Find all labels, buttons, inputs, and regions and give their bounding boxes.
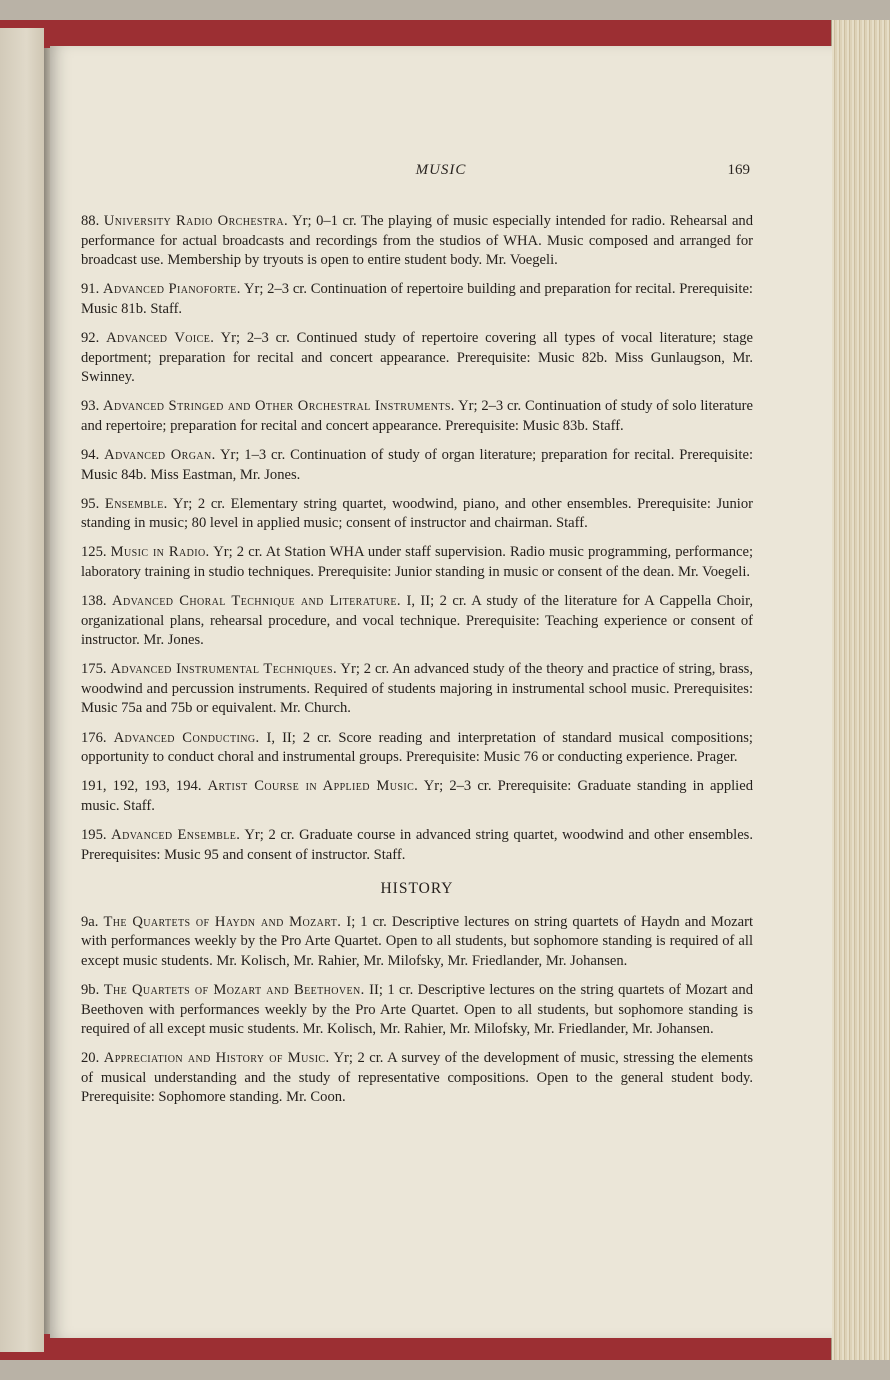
course-number: 195.: [81, 826, 107, 843]
course-entry: [81, 777, 753, 816]
cover-top-edge: [44, 20, 890, 48]
course-listing: [81, 212, 753, 1118]
course-number: 9a.: [81, 913, 99, 930]
course-entry: [81, 212, 753, 271]
course-title: The Quartets of Mozart and Beethoven.: [103, 982, 365, 998]
course-entry: [81, 592, 753, 651]
course-entry: [81, 1049, 753, 1108]
course-description: Yr; 2 cr. At Station WHA under staff supervision. Radio music programming, performance; laboratory training in studio techniques. Prerequisite: Junior standing in music or consent of the dean. Mr. Voegeli.: [81, 544, 753, 580]
course-description: Yr; 2 cr. A survey of the development of music, stressing the elements of musical understanding and the study of representative compositions. Open to the general student body. Prerequisite: Sophomore standing. Mr. Coon.: [81, 1050, 753, 1106]
course-title: Advanced Choral Technique and Literature.: [112, 593, 401, 609]
course-number: 93.: [81, 398, 100, 415]
course-number: 175.: [81, 661, 107, 678]
course-number: 88.: [81, 213, 100, 229]
course-title: Music in Radio.: [110, 544, 210, 561]
page-block-edge: [831, 20, 890, 1360]
course-description: Yr; 2–3 cr. Prerequisite: Graduate standing in applied music. Staff.: [81, 778, 753, 814]
course-entry: [81, 543, 753, 582]
facing-page-edge: [0, 20, 44, 1360]
course-description: Yr; 2 cr. An advanced study of the theory and practice of string, brass, woodwind and percussion instruments. Required of students majoring in instrumental school music. Prerequisites: Music 75a and 75b or equivalent. Mr. Church.: [81, 661, 753, 717]
course-title: Advanced Pianoforte.: [103, 281, 241, 298]
course-entry: [81, 660, 753, 719]
course-title: Advanced Conducting.: [113, 729, 260, 746]
course-description: I, II; 2 cr. A study of the literature for A Cappella Choir, organizational plans, rehearsal procedure, and vocal technique. Prerequisite: Teaching experience or consent of instructor. Mr. Jones.: [81, 593, 754, 649]
course-description: I; 1 cr. Descriptive lectures on string quartets of Haydn and Mozart with performances weekly by the Pro Arte Quartet. Open to all students, but sophomore standing is required of all except music students. Mr. Kolisch, Mr. Rahier, Mr. Milofsky, Mr. Friedlander, Mr. Johansen.: [81, 913, 753, 969]
book-page: [50, 46, 832, 1338]
course-entry: [81, 280, 753, 319]
course-number: 138.: [81, 593, 107, 609]
course-description: Yr; 2–3 cr. Continuation of study of solo literature and repertoire; preparation for recital and concert appearance. Prerequisite: Music 83b. Staff.: [81, 398, 753, 434]
page-header: [50, 162, 832, 184]
course-number: 95.: [81, 495, 100, 512]
page-number: 169: [727, 162, 750, 178]
course-entry: [81, 981, 753, 1040]
course-title: Advanced Organ.: [104, 446, 216, 463]
course-description: Yr; 2–3 cr. Continuation of repertoire building and preparation for recital. Prerequisite: Music 81b. Staff.: [81, 281, 753, 317]
course-number: 9b.: [81, 982, 100, 998]
course-entry: [81, 329, 753, 388]
course-title: Appreciation and History of Music.: [103, 1050, 330, 1067]
course-number: 94.: [81, 446, 100, 463]
course-title: Advanced Instrumental Techniques.: [110, 661, 338, 678]
course-title: Advanced Ensemble.: [111, 826, 241, 843]
course-entry: [81, 495, 753, 534]
course-title: Artist Course in Applied Music.: [207, 778, 419, 795]
course-title: Advanced Stringed and Other Orchestral Instruments.: [103, 398, 455, 415]
course-description: Yr; 1–3 cr. Continuation of study of organ literature; preparation for recital. Prerequisite: Music 84b. Miss Eastman, Mr. Jones.: [81, 446, 754, 483]
course-entry: [81, 446, 753, 485]
course-entry: [81, 913, 753, 972]
course-title: Ensemble.: [104, 495, 168, 512]
course-number: 92.: [81, 329, 100, 346]
course-description: I, II; 2 cr. Score reading and interpretation of standard musical compositions; opportunity to conduct choral and instrumental groups. Prerequisite: Music 76 or conducting experience. Prager.: [81, 729, 753, 766]
course-description: II; 1 cr. Descriptive lectures on the string quartets of Mozart and Beethoven with performances weekly by the Pro Arte Quartet. Open to all students, but sophomore standing is required of all except music students. Mr. Kolisch, Mr. Rahier, Mr. Milofsky, Mr. Friedlander, Mr. Johansen.: [81, 982, 753, 1038]
course-title: University Radio Orchestra.: [103, 213, 289, 229]
course-title: Advanced Voice.: [106, 329, 215, 346]
course-description: Yr; 2 cr. Elementary string quartet, woodwind, piano, and other ensembles. Prerequisite: Junior standing in music; 80 level in applied music; consent of instructor and chairman. Staff.: [81, 495, 753, 532]
course-number: 176.: [81, 729, 107, 746]
course-description: Yr; 0–1 cr. The playing of music especially intended for radio. Rehearsal and performance for actual broadcasts and recordings from the studios of WHA. Music composed and arranged for broadcast use. Membership by tryouts is open to entire student body. Mr. Voegeli.: [81, 213, 754, 269]
section-heading: HISTORY: [380, 880, 454, 898]
course-entry: [81, 397, 753, 436]
course-number: 91.: [81, 281, 100, 298]
course-number: 125.: [81, 544, 107, 561]
course-entry: [81, 729, 753, 768]
course-description: Yr; 2 cr. Graduate course in advanced string quartet, woodwind and other ensembles. Prerequisites: Music 95 and consent of instructor. Staff.: [81, 826, 754, 863]
course-description: Yr; 2–3 cr. Continued study of repertoire covering all types of vocal literature; stage deportment; preparation for recital and concert appearance. Prerequisite: Music 82b. Miss Gunlaugson, Mr. Swinney.: [81, 329, 753, 386]
running-title: MUSIC: [415, 162, 467, 178]
course-title: The Quartets of Haydn and Mozart.: [103, 913, 342, 930]
course-entry: [81, 826, 753, 865]
course-number: 20.: [81, 1050, 100, 1067]
course-number: 191, 192, 193, 194.: [81, 778, 202, 795]
